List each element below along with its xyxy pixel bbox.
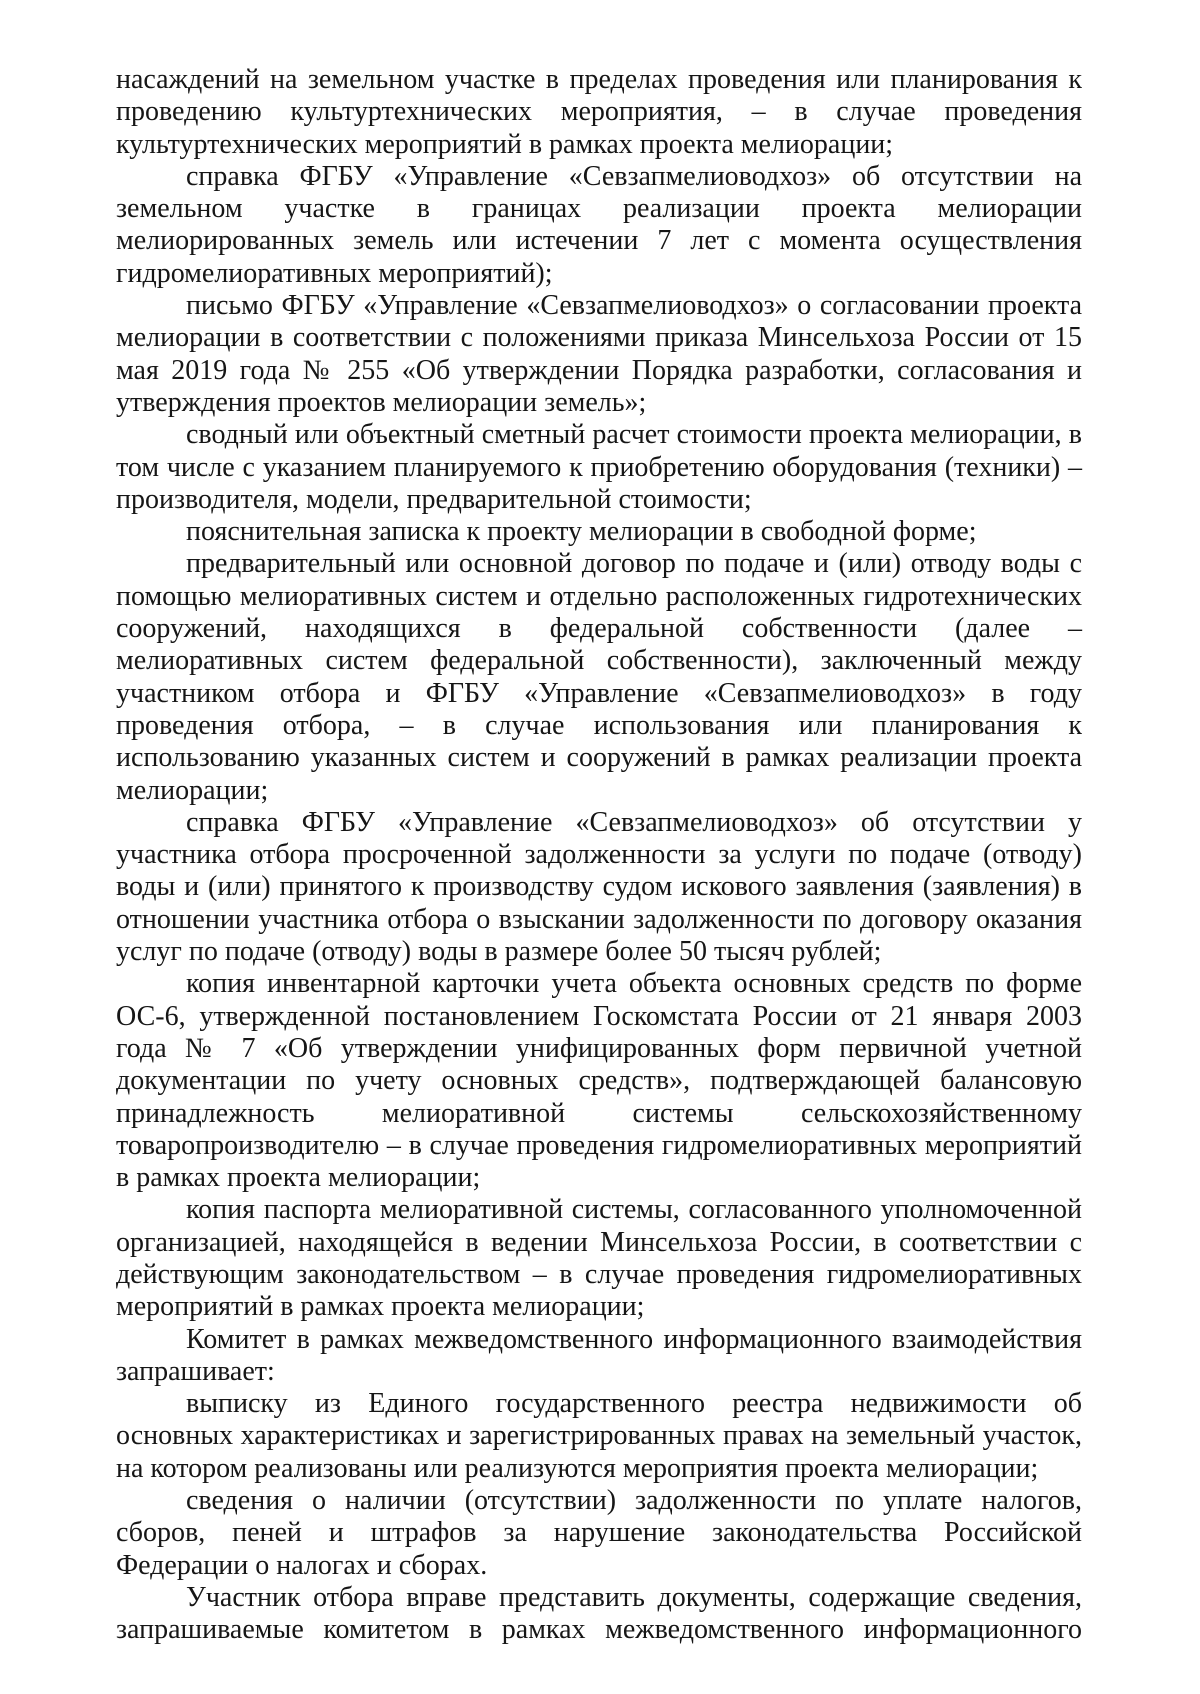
paragraph-tax-debt-info: сведения о наличии (отсутствии) задолженности по уплате налогов, сборов, пеней и штрафов за нарушение законодательства Российской Федерации о налогах и сборах. [116, 1485, 1082, 1581]
paragraph-cost-estimate: сводный или объектный сметный расчет стоимости проекта мелиорации, в том числе с указанием планируемого к приобретению оборудования (техники) – производителя, модели, предварительной стоимости; [116, 419, 1082, 515]
paragraph-continuation: насаждений на земельном участке в пределах проведения или планирования к проведению культуртехнических мероприятия, – в случае проведения культуртехнических мероприятий в рамках проекта мелиорации; [116, 64, 1082, 160]
paragraph-water-supply-contract: предварительный или основной договор по подаче и (или) отводу воды с помощью мелиоративных систем и отдельно расположенных гидротехнических сооружений, находящихся в федеральной собственности (далее – мелиоративных систем федеральной собственности), заключенный между участником отбора и ФГБУ «Управление «Севзапмелиоводхоз» в году проведения отбора, – в случае использования или планирования к использованию указанных систем и сооружений в рамках реализации проекта мелиорации; [116, 548, 1082, 806]
paragraph-approval-letter: письмо ФГБУ «Управление «Севзапмелиоводхоз» о согласовании проекта мелиорации в соответствии с положениями приказа Минсельхоза России от 15 мая 2019 года № 255 «Об утверждении Порядка разработки, согласования и утверждения проектов мелиорации земель»; [116, 290, 1082, 418]
paragraph-system-passport-copy: копия паспорта мелиоративной системы, согласованного уполномоченной организацией, находящейся в ведении Минсельхоза России, в соответствии с действующим законодательством – в случае проведения гидромелиоративных мероприятий в рамках проекта мелиорации; [116, 1194, 1082, 1323]
paragraph-committee-requests: Комитет в рамках межведомственного информационного взаимодействия запрашивает: [116, 1323, 1082, 1387]
document-page [116, 64, 1082, 1647]
paragraph-participant-right: Участник отбора вправе представить документы, содержащие сведения, запрашиваемые комитетом в рамках межведомственного информационного [116, 1581, 1082, 1646]
paragraph-reference-no-reclaimed-lands: справка ФГБУ «Управление «Севзапмелиоводхоз» об отсутствии на земельном участке в границах реализации проекта мелиорации мелиорированных земель или истечении 7 лет с момента осуществления гидромелиоративных мероприятий); [116, 160, 1082, 289]
paragraph-explanatory-note: пояснительная записка к проекту мелиорации в свободной форме; [186, 516, 977, 548]
paragraph-no-debt-reference: справка ФГБУ «Управление «Севзапмелиоводхоз» об отсутствии у участника отбора просроченной задолженности за услуги по подаче (отводу) воды и (или) принятого к производству судом искового заявления (заявления) в отношении участника отбора о взыскании задолженности по договору оказания услуг по подаче (отводу) воды в размере более 50 тысяч рублей; [116, 806, 1082, 968]
paragraph-inventory-card-copy: копия инвентарной карточки учета объекта основных средств по форме ОС-6, утвержденной постановлением Госкомстата России от 21 января 2003 года № 7 «Об утверждении унифицированных форм первичной учетной документации по учету основных средств», подтверждающей балансовую принадлежность мелиоративной системы сельскохозяйственному товаропроизводителю – в случае проведения гидромелиоративных мероприятий в рамках проекта мелиорации; [116, 968, 1082, 1194]
paragraph-registry-extract: выписку из Единого государственного реестра недвижимости об основных характеристиках и зарегистрированных правах на земельный участок, на котором реализованы или реализуются мероприятия проекта мелиорации; [116, 1388, 1082, 1484]
